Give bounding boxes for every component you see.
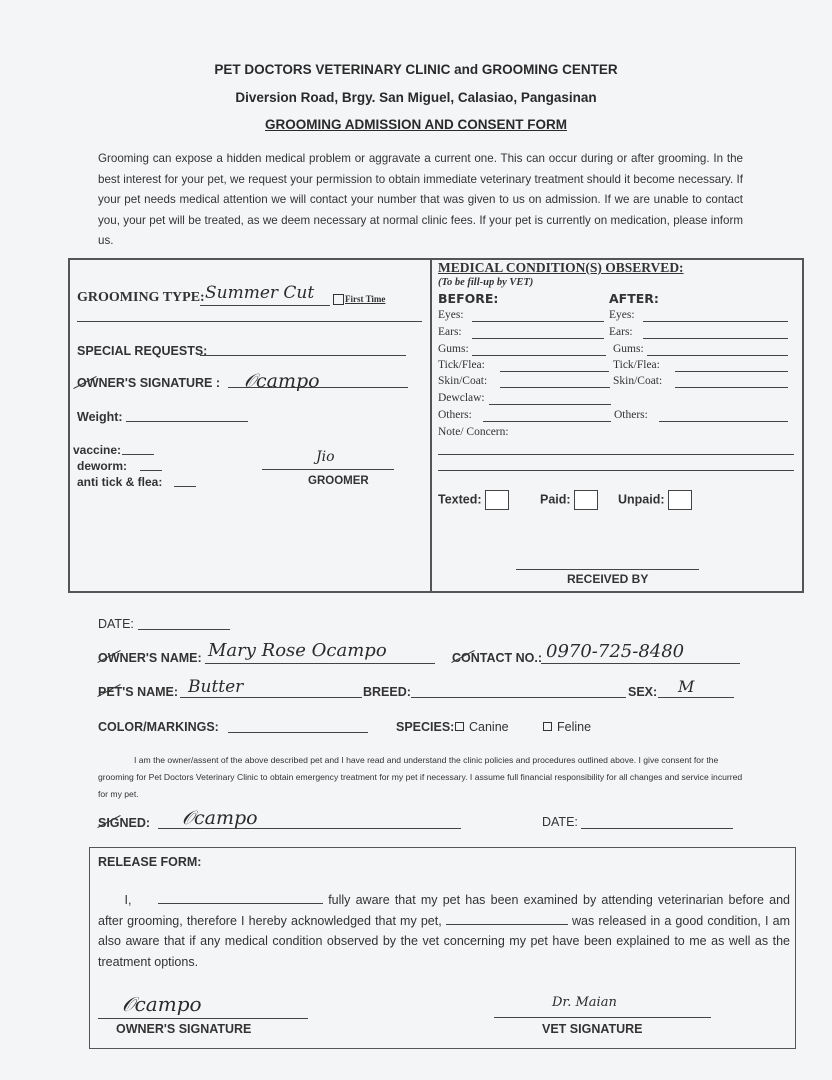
medical-subtitle: (To be fill-up by VET) [438,277,534,288]
owner-signature-label: OWNER'S SIGNATURE : [77,376,221,390]
signed-signature: 𝒪campo [182,807,258,829]
release-pet-name-field[interactable] [446,912,568,925]
before-field-label: Ears: [438,326,462,338]
release-text-1: I, [124,893,132,907]
first-time-label: First Time [345,294,386,304]
unpaid-field[interactable] [618,490,692,510]
paid-label: Paid: [540,492,571,507]
after-field-label: Eyes: [609,309,635,321]
intro-paragraph: Grooming can expose a hidden medical problem or aggravate a current one. This can occur during or after grooming. In the best interest for your pet, we request your permission to obtain immediate veterinary treatment should it become necessary. If your pet needs medical attention we will contact your number that was given to us on admission. If we are unable to contact you, your pet will be treated, as we deem necessary at normal clinic fees. If your pet is currently on medication, please inform us. [98,152,743,248]
before-field-label: Dewclaw: [438,392,485,404]
first-time-checkbox[interactable] [333,294,385,305]
consent-date-field[interactable] [581,828,733,829]
form-title: GROOMING ADMISSION AND CONSENT FORM [265,117,567,132]
after-field-input[interactable] [675,371,788,372]
paid-checkbox[interactable] [574,490,598,510]
pet-name-value[interactable]: Butter [188,677,244,697]
release-text-2: fully aware that my pet has been examined by attending veterinarian before and after grooming, therefore I hereby acknowledged that my pet, [98,893,790,928]
release-owner-name-field[interactable] [158,891,323,904]
sex-label: SEX: [628,685,658,699]
groomer-label: GROOMER [308,475,369,487]
clinic-name: PET DOCTORS VETERINARY CLINIC and GROOMING CENTER [214,62,618,77]
texted-label: Texted: [438,492,482,507]
owner-signature: 𝒪campo [244,370,320,392]
before-field-input[interactable] [483,421,611,422]
after-field-label: Ears: [609,326,633,338]
medical-title: MEDICAL CONDITION(S) OBSERVED: [438,260,684,275]
received-by-label: RECEIVED BY [567,572,649,586]
before-field-input[interactable] [472,338,604,339]
weight-field[interactable] [126,421,248,422]
release-paragraph [98,890,790,972]
before-field-input[interactable] [489,404,611,405]
vet-signature: Dr. Maian [552,995,617,1010]
vaccine-label: vaccine: [73,443,122,457]
unpaid-checkbox[interactable] [668,490,692,510]
received-by-line[interactable] [516,569,699,570]
sex-value[interactable]: M [678,677,695,696]
contact-label: CONTACT NO.: [452,651,543,665]
weight-label: Weight: [77,410,123,424]
grooming-type-label: GROOMING TYPE: [77,290,205,305]
species-label: SPECIES: [396,720,455,734]
owner-name-value[interactable]: Mary Rose Ocampo [208,640,387,661]
after-field-label: Tick/Flea: [613,359,660,371]
before-field-label: Others: [438,409,472,421]
release-owner-signature: 𝒪campo [122,992,202,1016]
grooming-box [68,258,432,593]
release-text-3: was released in a good condition, I am also aware that if any medical condition observed by the vet concerning my pet have been explained to me as well as the treatment options. [98,913,790,969]
unpaid-label: Unpaid: [618,492,665,507]
canine-label: Canine [469,720,509,734]
before-field-input[interactable] [500,387,610,388]
groomer-name: Jio [316,449,335,465]
after-field-label: Others: [614,409,648,421]
note-line-2[interactable] [438,470,794,471]
consent-paragraph: I am the owner/assent of the above described pet and I have read and understand the clinic policies and procedures outlined above. I give consent for the grooming for Pet Doctors Veterinary Clinic to obtain emergency treatment for my pet if necessary. I assume full financial responsibility for all changes and service incurred for my pet. [98,755,743,799]
before-field-input[interactable] [500,371,609,372]
color-markings-field[interactable] [228,732,368,733]
consent-date-label: DATE: [542,815,578,829]
vet-signature-label: VET SIGNATURE [542,1022,643,1036]
before-field-label: Skin/Coat: [438,375,488,387]
pet-name-label: PET'S NAME: [98,685,179,699]
texted-checkbox[interactable] [485,490,509,510]
special-requests-label: SPECIAL REQUESTS: [77,344,208,358]
feline-option[interactable] [543,720,591,734]
note-concern-label: Note/ Concern: [438,426,509,438]
special-requests-field[interactable] [200,355,406,356]
owner-name-label: OWNER'S NAME: [98,651,202,665]
contact-value[interactable]: 0970-725-8480 [546,641,685,662]
color-markings-label: COLOR/MARKINGS: [98,720,219,734]
canine-option[interactable] [455,720,509,734]
clinic-address: Diversion Road, Brgy. San Miguel, Calasiao, Pangasinan [235,90,597,105]
after-field-input[interactable] [647,355,788,356]
after-field-label: Gums: [613,343,644,355]
date-field[interactable] [138,629,230,630]
release-title: RELEASE FORM: [98,855,202,869]
grooming-type-value[interactable]: Summer Cut [205,283,315,303]
feline-label: Feline [557,720,592,734]
after-field-label: Skin/Coat: [613,375,663,387]
date-label: DATE: [98,617,134,631]
after-label: AFTER: [609,291,659,306]
before-field-input[interactable] [472,355,606,356]
breed-label: BREED: [363,685,411,699]
before-field-label: Gums: [438,343,469,355]
texted-field[interactable] [438,490,509,510]
before-label: BEFORE: [438,291,499,306]
after-field-input[interactable] [675,387,788,388]
breed-field[interactable] [411,697,626,698]
before-field-input[interactable] [472,321,604,322]
note-line-1[interactable] [438,454,794,455]
paid-field[interactable] [540,490,598,510]
anti-tick-label: anti tick & flea: [77,475,163,489]
before-field-label: Eyes: [438,309,464,321]
signed-label: SIGNED: [98,816,151,830]
release-owner-signature-label: OWNER'S SIGNATURE [116,1022,252,1036]
after-field-input[interactable] [643,338,788,339]
after-field-input[interactable] [643,321,788,322]
after-field-input[interactable] [659,421,788,422]
deworm-label: deworm: [77,459,128,473]
before-field-label: Tick/Flea: [438,359,485,371]
